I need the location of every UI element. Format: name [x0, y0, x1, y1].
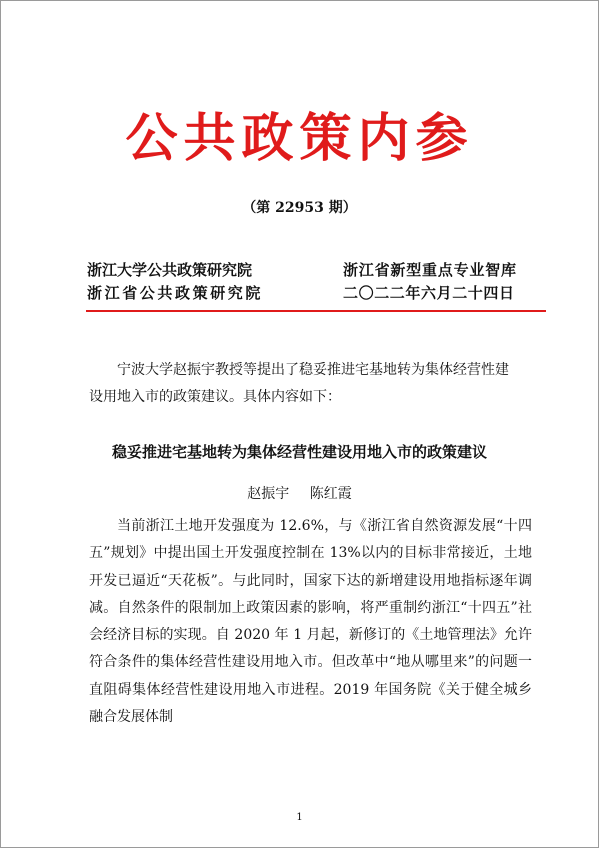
- org-left-2: 浙江省公共政策研究院: [87, 284, 264, 302]
- header-divider: [86, 310, 546, 312]
- article-title: 稳妥推进宅基地转为集体经营性建设用地入市的政策建议: [111, 443, 487, 461]
- page-number: 1: [296, 812, 303, 823]
- author-name: 赵振宇: [247, 486, 290, 502]
- author-name: 陈红霞: [309, 486, 352, 502]
- masthead-title: 公共政策内参: [125, 108, 474, 169]
- org-left-1: 浙江大学公共政策研究院: [87, 261, 253, 279]
- article-authors: [1, 483, 598, 503]
- issue-number: （第 22953 期）: [242, 200, 357, 216]
- intro-paragraph: 宁波大学赵振宇教授等提出了稳妥推进宅基地转为集体经营性建设用地入市的政策建议。具体内容如下：: [89, 362, 509, 405]
- publish-date: 二〇二二年六月二十四日: [343, 284, 515, 302]
- org-right-1: 浙江省新型重点专业智库: [343, 261, 517, 279]
- body-paragraph: 当前浙江土地开发强度为 12.6%，与《浙江省自然资源发展“十四五”规划》中提出国土开发强度控制在 13%以内的目标非常接近，土地开发已逼近“天花板”。与此同时，国家下达的新增建设用地指标逐年调减。自然条件的限制加上政策因素的影响，将严重制约浙江“十四五”社会经济目标的实现。自 2020 年 1 月起，新修订的《土地管理法》允许符合条件的集体经营性建设用地入市。但改革中“地从哪里来”的问题一直阻碍集体经营性建设用地入市进程。2019 年国务院《关于健全城乡融合发展体制: [89, 518, 532, 726]
